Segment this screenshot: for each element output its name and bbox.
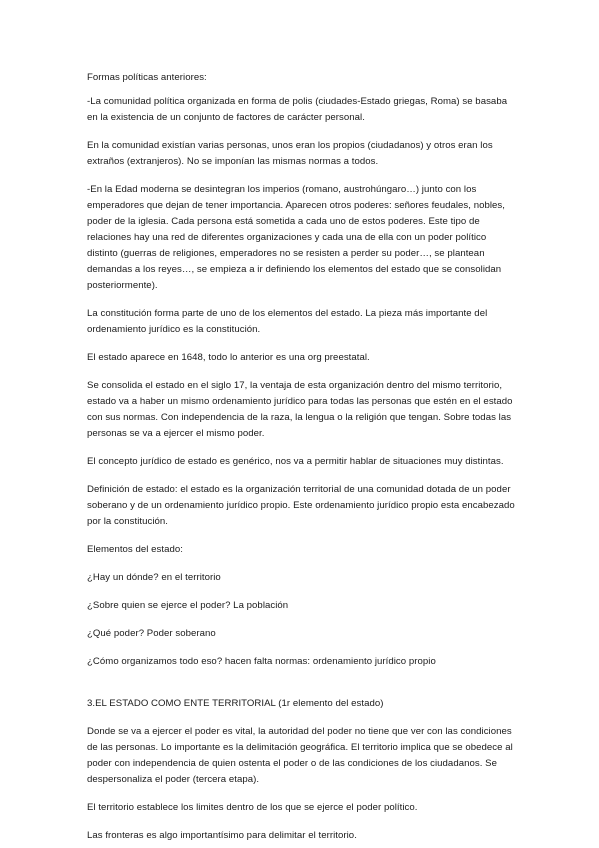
paragraph-estado-1648: El estado aparece en 1648, todo lo anterior es una org preestatal. <box>87 352 370 363</box>
question-poblacion: ¿Sobre quien se ejerce el poder? La población <box>87 600 289 611</box>
paragraph-comunidad: En la comunidad existían varias personas, unos eran los propios (ciudadanos) y otros eran los extraños (extranjeros). No se imponían las mismas normas a todos. <box>87 140 493 167</box>
question-poder: ¿Qué poder? Poder soberano <box>87 628 216 639</box>
paragraph-definicion: Definición de estado: el estado es la organización territorial de una comunidad dotada de un poder soberano y de un ordenamiento jurídico propio. Este ordenamiento jurídico propio esta encabezado por la constitución. <box>87 484 515 527</box>
question-territorio: ¿Hay un dónde? en el territorio <box>87 572 221 583</box>
intro-heading: Formas políticas anteriores: <box>87 72 207 83</box>
paragraph-limites: El territorio establece los limites dentro de los que se ejerce el poder político. <box>87 802 418 813</box>
paragraph-edad-moderna: -En la Edad moderna se desintegran los imperios (romano, austrohúngaro…) junto con los emperadores que dejan de tener importancia. Aparecen otros poderes: señores feudales, nobles, poder de la iglesia. Cada persona está sometida a cada uno de estos poderes. Este tipo de relaciones hay una red de diferentes organizaciones y cada una de ella con un poder político distinto (guerras de religiones, emperadores no se resisten a perder su poder…, se plantean demandas a los reyes…, se empieza a ir definiendo los elementos del estado que se consolidan posteriormente). <box>87 184 505 291</box>
paragraph-donde: Donde se va a ejercer el poder es vital, la autoridad del poder no tiene que ver con las condiciones de las personas. Lo importante es la delimitación geográfica. El territorio implica que se obedece al poder con independencia de quien ostenta el poder o de las condiciones de los ciudadanos. Se despersonaliza el poder (tercera etapa). <box>87 726 513 785</box>
section-heading-territorial: 3.EL ESTADO COMO ENTE TERRITORIAL (1r elemento del estado) <box>87 698 384 709</box>
paragraph-concepto: El concepto jurídico de estado es genérico, nos va a permitir hablar de situaciones muy distintas. <box>87 456 504 467</box>
paragraph-constitucion: La constitución forma parte de uno de los elementos del estado. La pieza más importante del ordenamiento jurídico es la constitución. <box>87 308 488 335</box>
paragraph-siglo-17: Se consolida el estado en el siglo 17, la ventaja de esta organización dentro del mismo territorio, estado va a haber un mismo ordenamiento jurídico para todas las personas que estén en el estado con sus normas. Con independencia de la raza, la lengua o la religión que tengan. Sobre todas las personas se va a ejercer el mismo poder. <box>87 380 513 439</box>
question-ordenamiento: ¿Cómo organizamos todo eso? hacen falta normas: ordenamiento jurídico propio <box>87 656 436 667</box>
paragraph-polis: -La comunidad política organizada en forma de polis (ciudades-Estado griegas, Roma) se basaba en la existencia de un conjunto de factores de carácter personal. <box>87 96 508 123</box>
paragraph-fronteras: Las fronteras es algo importantísimo para delimitar el territorio. <box>87 830 357 841</box>
elementos-heading: Elementos del estado: <box>87 544 183 555</box>
